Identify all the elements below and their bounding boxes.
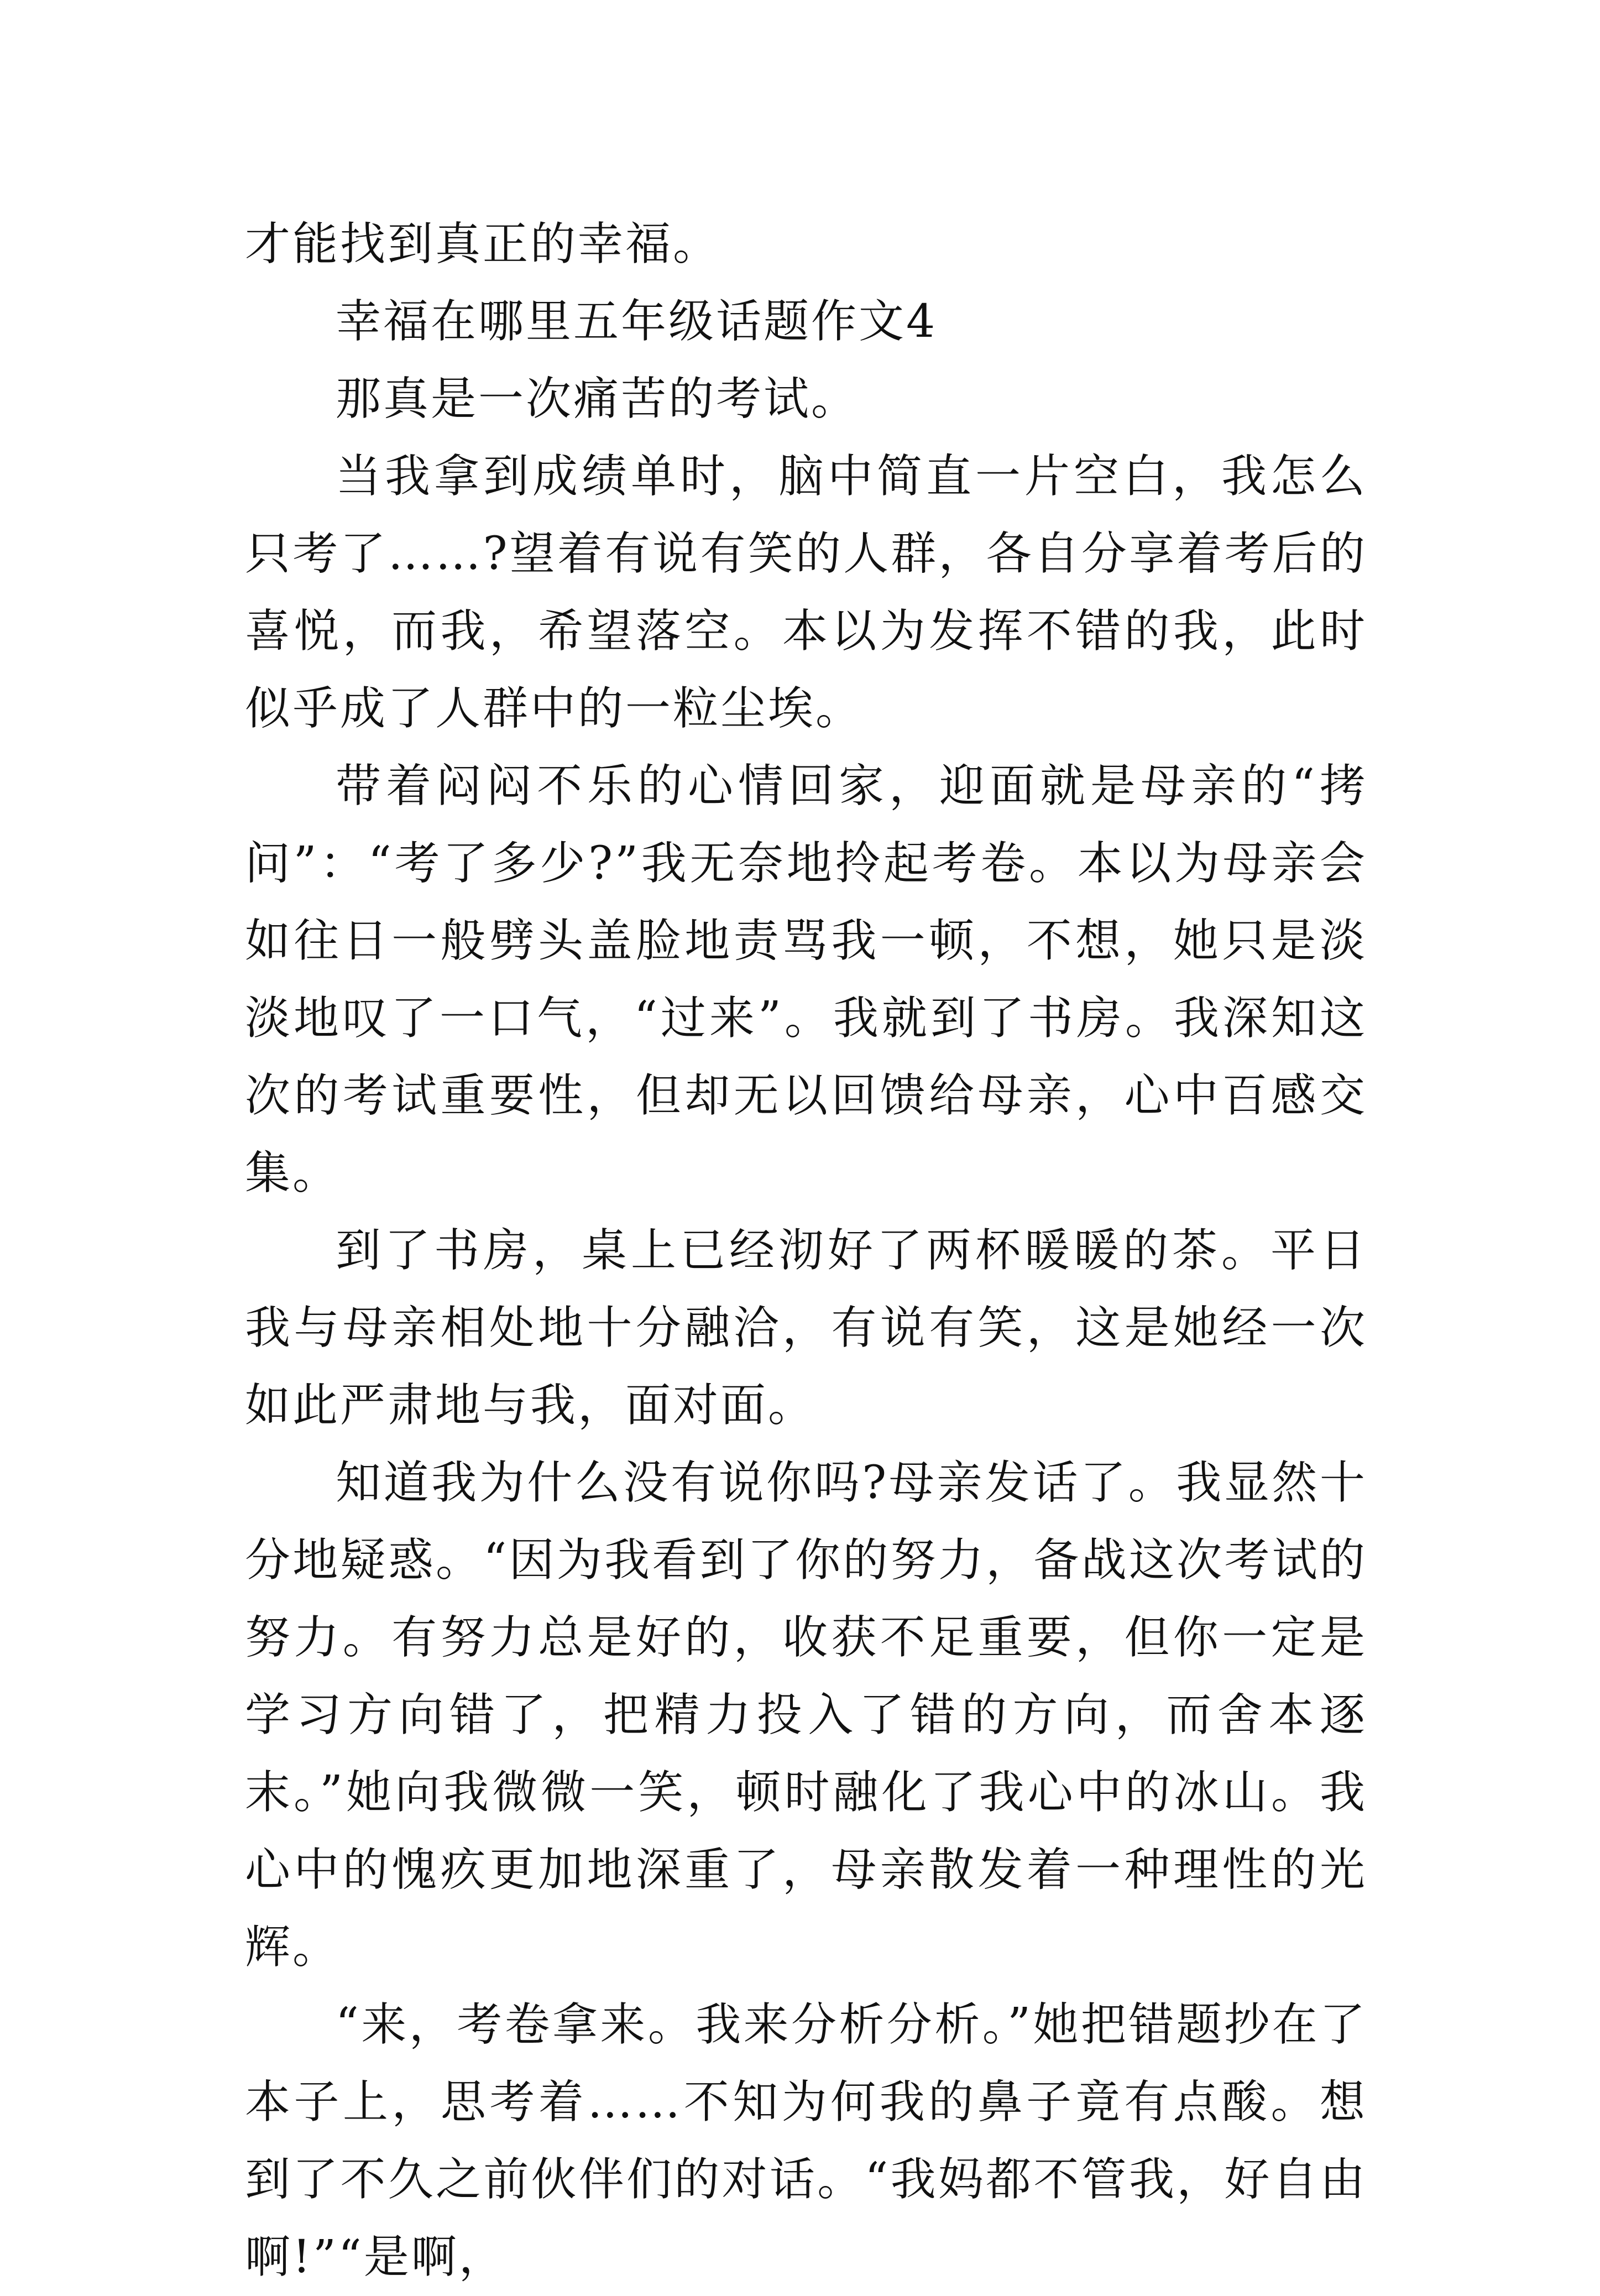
paragraph-continuation: 才能找到真正的幸福。: [245, 218, 721, 270]
paragraph: 那真是一次痛苦的考试。: [336, 373, 859, 425]
paragraph: 当我拿到成绩单时，脑中简直一片空白，我怎么只考了……?望着有说有笑的人群，各自分享着考后的喜悦，而我，希望落空。本以为发挥不错的我，此时似乎成了人群中的一粒尘埃。: [245, 450, 1367, 735]
essay-title: 幸福在哪里五年级话题作文4: [336, 295, 938, 348]
paragraph: “来，考卷拿来。我来分析分析。”她把错题抄在了本子上，思考着……不知为何我的鼻子竟有点酸。想到了不久之前伙伴们的对话。“我妈都不管我，好自由啊!”“是啊，: [245, 1998, 1367, 2283]
paragraph: 带着闷闷不乐的心情回家，迎面就是母亲的“拷问”：“考了多少?”我无奈地拎起考卷。本以为母亲会如往日一般劈头盖脸地责骂我一顿，不想，她只是淡淡地叹了一口气，“过来”。我就到了书房。我深知这次的考试重要性，但却无以回馈给母亲，心中百感交集。: [245, 760, 1367, 1199]
paragraph: 到了书房，桌上已经沏好了两杯暖暖的茶。平日我与母亲相处地十分融洽，有说有笑，这是她经一次如此严肃地与我，面对面。: [245, 1224, 1367, 1432]
paragraph: 知道我为什么没有说你吗?母亲发话了。我显然十分地疑惑。“因为我看到了你的努力，备战这次考试的努力。有努力总是好的，收获不足重要，但你一定是学习方向错了，把精力投入了错的方向，而舍本逐末。”她向我微微一笑，顿时融化了我心中的冰山。我心中的愧疚更加地深重了，母亲散发着一种理性的光辉。: [245, 1457, 1367, 1974]
essay-text: [245, 206, 1367, 2296]
